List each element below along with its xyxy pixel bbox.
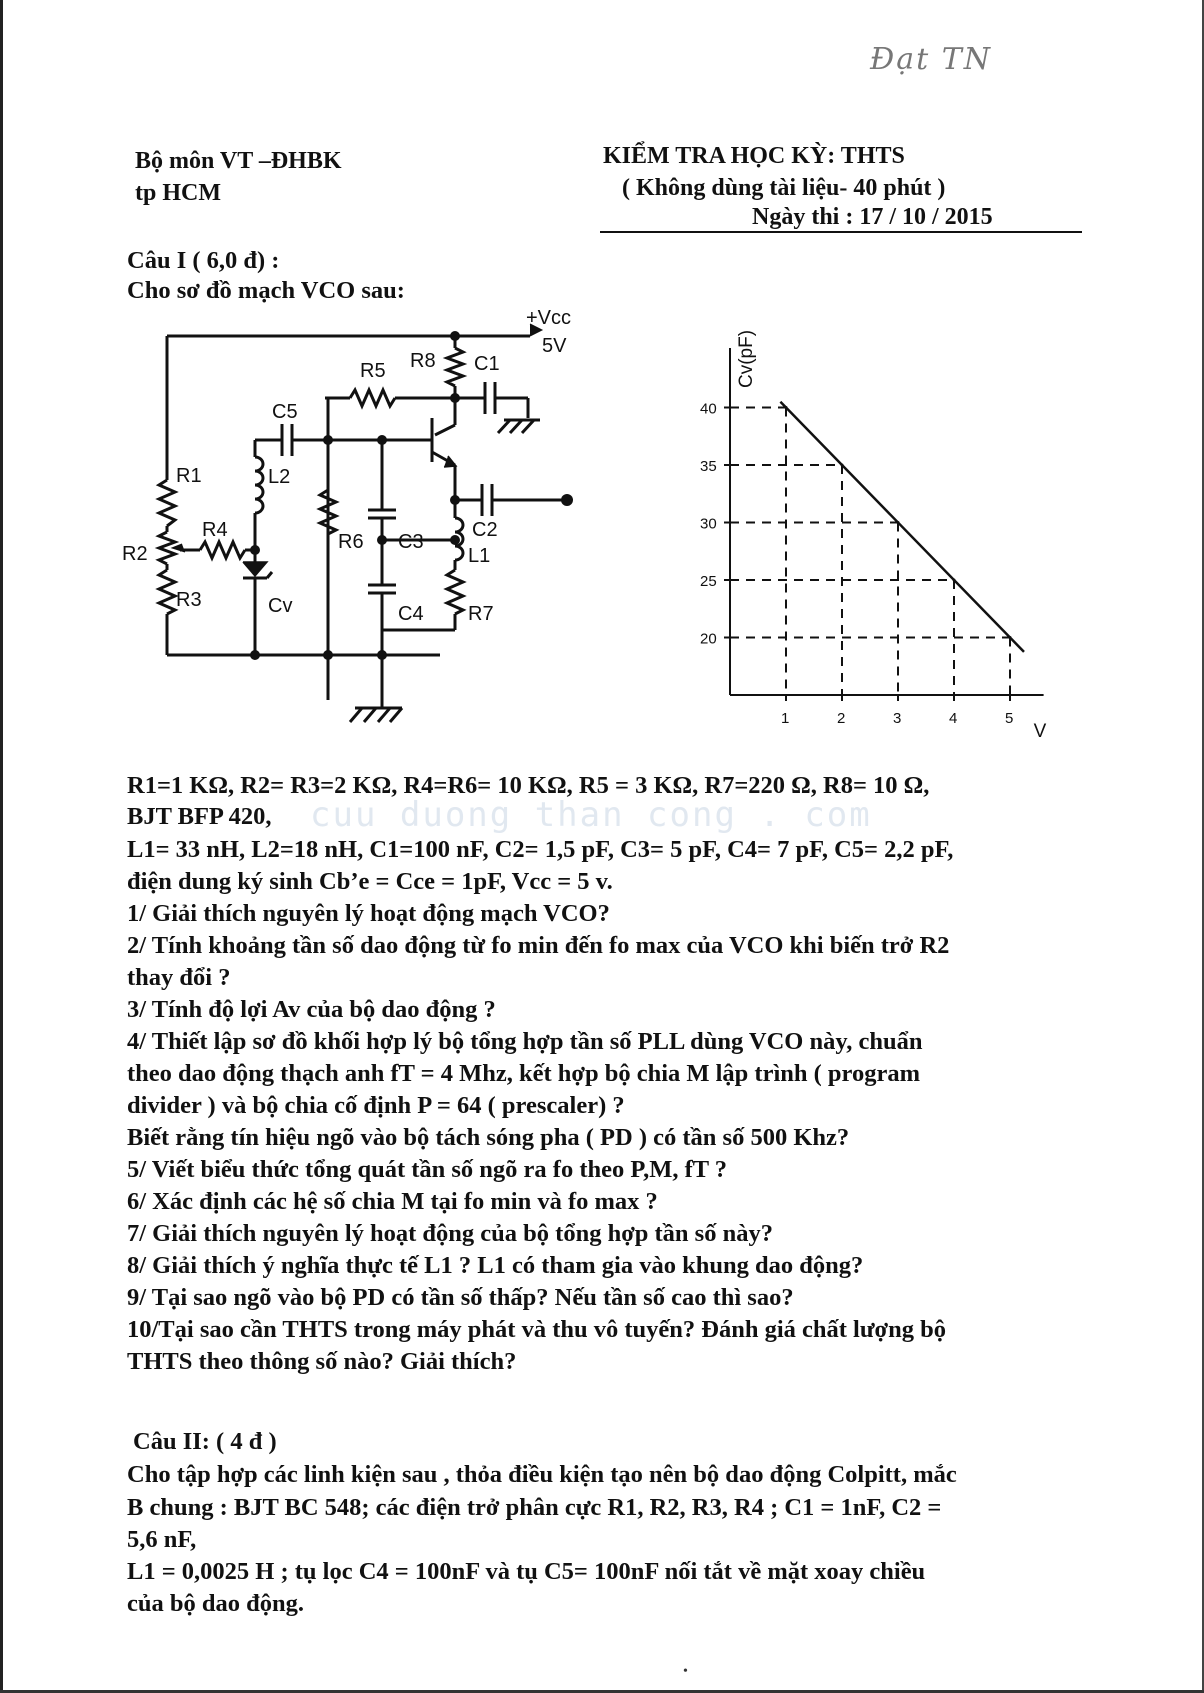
exam-rules: ( Không dùng tài liệu- 40 phút ) [622, 175, 946, 201]
params-line-2: BJT BFP 420, [127, 803, 272, 830]
x-tick-label: 5 [1005, 710, 1014, 727]
question-line: 1/ Giải thích nguyên lý hoạt động mạch VCO? [127, 900, 610, 927]
c1-label: C1 [474, 353, 500, 375]
question-2-line: Cho tập hợp các linh kiện sau , thỏa điều kiện tạo nên bộ dao động Colpitt, mắc [127, 1461, 957, 1488]
question-line: thay đổi ? [127, 964, 231, 991]
c2-label: C2 [472, 519, 498, 541]
question-line: Biết rằng tín hiệu ngõ vào bộ tách sóng pha ( PD ) có tần số 500 Khz? [127, 1124, 850, 1151]
r6-label: R6 [338, 531, 364, 553]
y-tick-label: 20 [700, 630, 717, 648]
data-point [953, 579, 956, 582]
r4-label: R4 [202, 519, 228, 541]
question-line: 6/ Xác định các hệ số chia M tại fo min và fo max ? [127, 1188, 658, 1215]
question-2-line: B chung : BJT BC 548; các điện trở phân cực R1, R2, R3, R4 ; C1 = 1nF, C2 = [127, 1494, 942, 1521]
x-axis-label: V [1033, 721, 1047, 740]
r3-label: R3 [176, 589, 202, 611]
r7-label: R7 [468, 603, 494, 625]
data-point [1009, 636, 1012, 639]
r8-label: R8 [410, 350, 436, 372]
question-line: 7/ Giải thích nguyên lý hoạt động của bộ tổng hợp tần số này? [127, 1220, 773, 1247]
question-2-line: L1 = 0,0025 H ; tụ lọc C4 = 100nF và tụ C5= 100nF nối tắt về mặt xoay chiều [127, 1558, 926, 1585]
question-2-line: của bộ dao động. [127, 1590, 305, 1617]
question-2-line: 5,6 nF, [127, 1526, 197, 1553]
cv-voltage-graph [660, 320, 1080, 740]
params-line-4: điện dung ký sinh Cb’e = Cce = 1pF, Vcc = 5 v. [127, 868, 613, 895]
page-mark: • [683, 1664, 688, 1679]
y-tick-label: 30 [700, 515, 717, 533]
r1-label: R1 [176, 465, 202, 487]
vco-circuit-diagram [110, 300, 630, 730]
vcc-value: 5V [542, 335, 567, 357]
cv-series-line [780, 402, 1024, 652]
y-axis-label: Cv(pF) [736, 329, 757, 388]
department-name: Bộ môn VT –ĐHBK [135, 148, 342, 174]
y-tick-label: 25 [700, 573, 717, 590]
vcc-label: +Vcc [526, 307, 572, 329]
question-line: 9/ Tại sao ngõ vào bộ PD có tần số thấp? Nếu tần số cao thì sao? [127, 1284, 794, 1311]
c4-label: C4 [398, 603, 424, 625]
question-line: 5/ Viết biểu thức tổng quát tần số ngõ ra fo theo P,M, fT ? [127, 1156, 728, 1183]
cv-label: Cv [268, 595, 293, 617]
y-tick-label: 40 [700, 400, 717, 418]
params-line-3: L1= 33 nH, L2=18 nH, C1=100 nF, C2= 1,5 pF, C3= 5 pF, C4= 7 pF, C5= 2,2 pF, [127, 836, 954, 863]
department-city: tp HCM [135, 180, 221, 206]
question-line: 3/ Tính độ lợi Av của bộ dao động ? [127, 996, 496, 1023]
question-1-intro: Cho sơ đồ mạch VCO sau: [127, 277, 405, 304]
watermark: cuu duong than cong . com [310, 795, 872, 835]
x-tick-label: 2 [837, 710, 846, 727]
l2-label: L2 [268, 466, 291, 488]
question-line: 4/ Thiết lập sơ đồ khối hợp lý bộ tổng hợp tần số PLL dùng VCO này, chuẩn [127, 1028, 923, 1055]
x-tick-label: 4 [949, 710, 958, 727]
data-point [897, 521, 900, 524]
question-line: divider ) và bộ chia cố định P = 64 ( prescaler) ? [127, 1092, 625, 1119]
c3-label: C3 [398, 531, 424, 553]
c5-label: C5 [272, 401, 298, 423]
question-line: 10/Tại sao cần THTS trong máy phát và thu vô tuyến? Đánh giá chất lượng bộ [127, 1316, 947, 1343]
header-divider [600, 231, 1082, 233]
question-line: THTS theo thông số nào? Giải thích? [127, 1348, 517, 1375]
r2-label: R2 [122, 543, 148, 565]
params-line-1: R1=1 KΩ, R2= R3=2 KΩ, R4=R6= 10 KΩ, R5 = 3 KΩ, R7=220 Ω, R8= 10 Ω, [127, 772, 930, 799]
handwritten-note: Đạt TN [870, 42, 992, 77]
l1-label: L1 [468, 545, 491, 567]
x-tick-label: 1 [781, 710, 790, 727]
data-point [785, 406, 788, 409]
question-line: 8/ Giải thích ý nghĩa thực tế L1 ? L1 có tham gia vào khung dao động? [127, 1252, 864, 1279]
exam-date: Ngày thi : 17 / 10 / 2015 [752, 204, 993, 230]
question-line: theo dao động thạch anh fT = 4 Mhz, kết hợp bộ chia M lập trình ( program [127, 1060, 921, 1087]
question-2-title: Câu II: ( 4 đ ) [133, 1428, 277, 1455]
exam-title: KIỂM TRA HỌC KỲ: THTS [603, 143, 905, 169]
y-tick-label: 35 [700, 458, 717, 475]
scan-border-left [0, 0, 3, 1693]
data-point [841, 464, 844, 467]
question-line: 2/ Tính khoảng tần số dao động từ fo min đến fo max của VCO khi biến trở R2 [127, 932, 950, 959]
question-1-title: Câu I ( 6,0 đ) : [127, 247, 280, 274]
r5-label: R5 [360, 360, 386, 382]
x-tick-label: 3 [893, 710, 902, 727]
